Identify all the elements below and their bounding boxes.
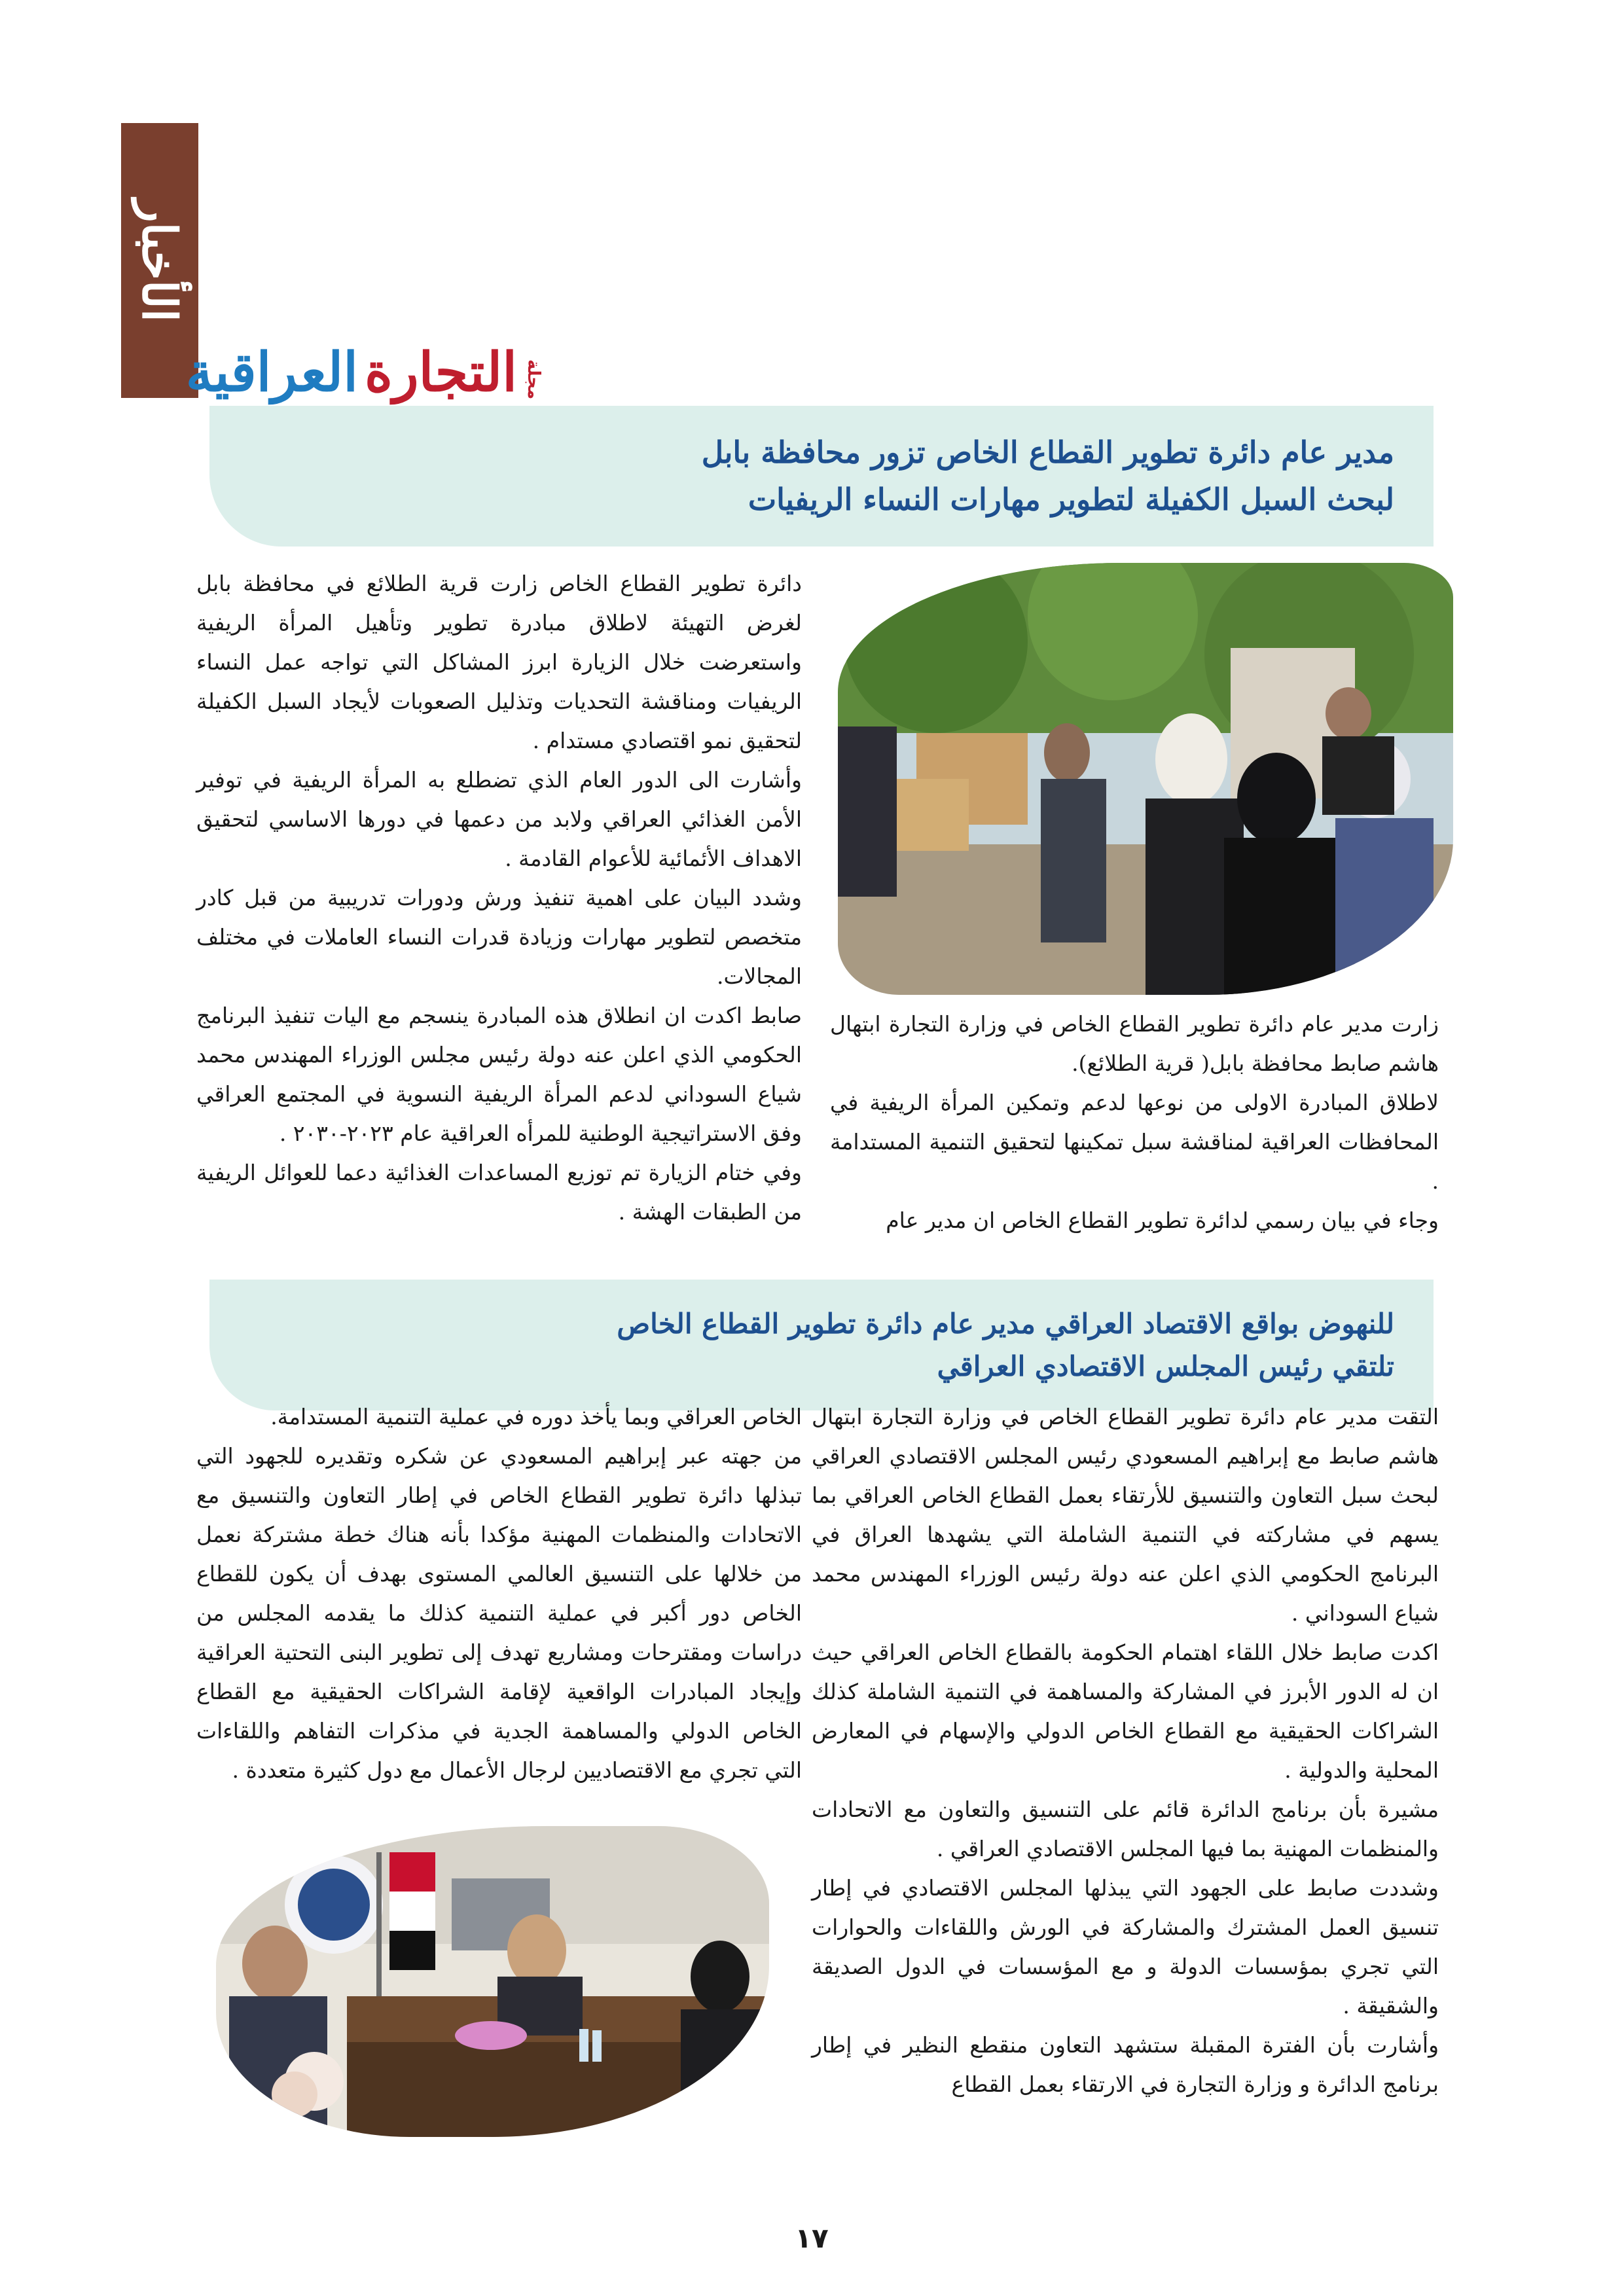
article2-headline-line-1: للنهوض بواقع الاقتصاد العراقي مدير عام دائرة تطوير القطاع الخاص [617,1307,1394,1340]
article2-left-paragraph-1: الخاص العراقي وبما يأخذ دوره في عملية التنمية المستدامة. [270,1404,802,1429]
masthead [185,327,543,404]
article1-left-paragraph-4: صابط اكدت ان انطلاق هذه المبادرة ينسجم مع اليات تنفيذ البرنامج الحكومي الذي اعلن عنه دولة رئيس مجلس الوزراء المهندس محمد شياع السوداني لدعم المرأة الريفية النسوية في المجتمع العراقي وفق الاستراتيجية الوطنية للمرأه العراقية عام ٢٠٢٣-٢٠٣٠ . [196,1003,802,1146]
article2-right-paragraph-5: وأشارت بأن الفترة المقبلة ستشهد التعاون منقطع النظير في إطار برنامج الدائرة و وزارة التجارة في الارتقاء بعمل القطاع [812,2032,1439,2097]
article1-left-paragraph-3: وشدد البيان على اهمية تنفيذ ورش ودورات تدريبية من قبل كادر متخصص لتطوير مهارات وزيادة قدرات النساء العاملات في مختلف المجالات. [196,885,802,989]
article1-right-paragraph-2: لاطلاق المبادرة الاولى من نوعها لدعم وتمكين المرأة الريفية في المحافظات العراقية لمناقشة سبل تمكينها لتحقيق التنمية المستدامة . [830,1090,1439,1194]
article1-headline-band [209,406,1434,547]
article2-right-paragraph-3: مشيرة بأن برنامج الدائرة قائم على التنسيق والتعاون مع الاتحادات والمنظمات المهنية بما فيها المجلس الاقتصادي العراقي . [812,1797,1439,1861]
article1-column-right [830,1005,1439,1240]
article1-headline-line-1: مدير عام دائرة تطوير القطاع الخاص تزور محافظة بابل [701,435,1394,471]
article1-photo [838,563,1453,995]
article2-right-paragraph-1: التقت مدير عام دائرة تطوير القطاع الخاص في وزارة التجارة ابتهال هاشم صابط مع إبراهيم المسعودي رئيس المجلس الاقتصادي العراقي لبحث سبل التعاون والتنسيق للأرتقاء بعمل القطاع الخاص العراقي بما يسهم في مشاركته في التنمية الشاملة التي يشهدها العراق في البرنامج الحكومي الذي اعلن عنه دولة رئيس الوزراء المهندس محمد شياع السوداني . [812,1404,1439,1626]
article1-left-paragraph-5: وفي ختام الزيارة تم توزيع المساعدات الغذائية دعما للعوائل الريفية من الطبقات الهشة . [196,1160,802,1225]
article2-headline-line-2: تلتقي رئيس المجلس الاقتصادي العراقي [937,1350,1394,1382]
article2-column-right [812,1397,1439,2104]
masthead-word-1: التجارة [365,341,517,404]
article2-right-paragraph-4: وشددت صابط على الجهود التي يبذلها المجلس الاقتصادي في إطار تنسيق العمل المشترك والمشاركة في الورش واللقاءات والحوارات التي تجري بمؤسسات الدولة و مع المؤسسات في الدول الصديقة والشقيقة . [812,1875,1439,2018]
article1-right-paragraph-3: وجاء في بيان رسمي لدائرة تطوير القطاع الخاص ان مدير عام [886,1208,1439,1233]
article2-left-paragraph-2: من جهته عبر إبراهيم المسعودي عن شكره وتقديره للجهود التي تبذلها دائرة تطوير القطاع الخاص في إطار التعاون والتنسيق مع الاتحادات والمنظمات المهنية مؤكدا بأنه هناك خطة مشتركة نعمل من خلالها على التنسيق العالمي المستوى بهدف أن يكون للقطاع الخاص دور أكبر في عملية التنمية كذلك ما يقدمه المجلس من دراسات ومقترحات ومشاريع تهدف إلى تطوير البنى التحتية العراقية وإيجاد المبادرات الواقعية لإقامة الشراكات الحقيقية مع القطاع الخاص الدولي والمساهمة الجدية في مذكرات التفاهم واللقاءات التي تجري مع الاقتصاديين لرجال الأعمال مع دول كثيرة متعددة . [196,1443,802,1783]
article1-headline-line-2: لبحث السبل الكفيلة لتطوير مهارات النساء الريفيات [748,481,1394,517]
page-number: ١٧ [795,2222,829,2254]
article2-photo [216,1826,769,2137]
article1-left-paragraph-2: وأشارت الى الدور العام الذي تضطلع به المرأة الريفية في توفير الأمن الغذائي العراقي ولابد من دعمها في دورها الاساسي لتحقيق الاهداف الأئمائية للأعوام القادمة . [196,767,802,871]
article2-column-left [196,1397,802,1790]
article1-right-paragraph-1: زارت مدير عام دائرة تطوير القطاع الخاص في وزارة التجارة ابتهال هاشم صابط محافظة بابل( قرية الطلائع). [830,1011,1439,1076]
article2-headline-band [209,1280,1434,1410]
section-label: الأخبار [132,199,188,322]
article1-left-paragraph-1: دائرة تطوير القطاع الخاص زارت قرية الطلائع في محافظة بابل لغرض التهيئة لاطلاق مبادرة تطوير وتأهيل المرأة الريفية واستعرضت خلال الزيارة ابرز المشاكل التي تواجه عمل النساء الريفيات ومناقشة التحديات وتذليل الصعوبات لأيجاد السبل الكفيلة لتحقيق نمو اقتصادي مستدام . [196,571,802,753]
article1-column-left [196,564,802,1232]
masthead-word-2: العراقية [185,341,358,404]
masthead-small-label: مجلة [524,359,543,399]
article2-right-paragraph-2: اكدت صابط خلال اللقاء اهتمام الحكومة بالقطاع الخاص العراقي حيث ان له الدور الأبرز في المشاركة والمساهمة في التنمية الشاملة كذلك الشراكات الحقيقية مع القطاع الخاص الدولي والإسهام في المعارض المحلية والدولية . [812,1640,1439,1783]
